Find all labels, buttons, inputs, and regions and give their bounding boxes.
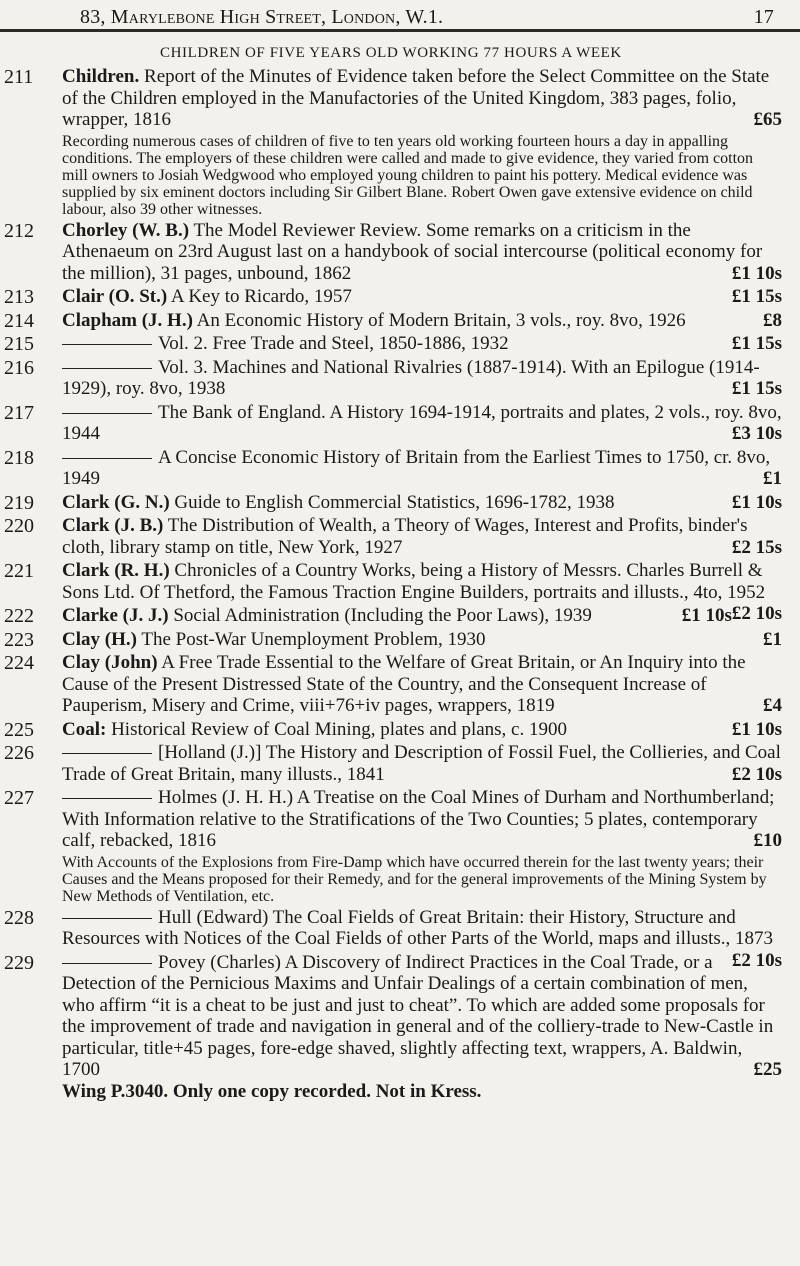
entry-text: A Free Trade Essential to the Welfare of Great Britain, or An Inquiry into the Cause of the Present Distressed State of the Country, and the Consequent Increase of Pauperism, Misery and Crime, viii+76+iv pages, wrappers, 1819: [62, 652, 746, 716]
entry-price: £1: [763, 468, 782, 489]
entry-body: [62, 742, 782, 785]
entry-body: [62, 605, 782, 627]
ditto-dash: [62, 798, 152, 799]
entry-price: £1 15s: [731, 378, 782, 399]
ditto-dash: [62, 413, 152, 414]
entry-text: Guide to English Commercial Statistics, 1696-1782, 1938: [174, 491, 615, 513]
entry-text: Hull (Edward) The Coal Fields of Great Britain: their History, Structure and Resources with Notices of the Coal Fields of other Parts of the World, maps and illusts., 1873: [62, 906, 774, 949]
entry-number: 212: [4, 219, 34, 242]
entry-body: [62, 652, 782, 717]
entry-body: [62, 333, 782, 355]
catalogue-entry: [0, 220, 800, 285]
entry-text: Chronicles of a Country Works, being a History of Messrs. Charles Burrell & Sons Ltd. Of Thetford, the Famous Traction Engine Builders, portraits and illusts., 4to, 1952: [62, 560, 766, 603]
entry-price: £1 10s: [731, 491, 782, 513]
entry-body: [62, 787, 782, 905]
entry-number: 225: [4, 718, 34, 741]
entry-author: Clay (H.): [62, 628, 137, 650]
catalogue-entry: [0, 605, 800, 627]
entry-note: Recording numerous cases of children of five to ten years old working fourteen hours a day in appalling conditions. The employers of these children were called and made to give evidence, they varied from cotton mill owners to Josiah Wedgwood who employed young children to paint his pottery. Medical evidence was supplied by six eminent doctors including Sir Gilbert Blane. Robert Owen gave extensive evidence on child labour, also 39 other witnesses.: [62, 132, 754, 218]
entry-text: Holmes (J. H. H.) A Treatise on the Coal Mines of Durham and Northumberland; With Information relative to the Stratifications of the Two Counties; 5 plates, contemporary calf, rebacked, 1816: [62, 787, 775, 851]
entry-price: £1 15s: [731, 286, 782, 307]
catalogue-entry: [0, 629, 800, 651]
entry-price: £1 10s: [681, 605, 732, 626]
header-title: 83, Marylebone High Street, London, W.1.: [80, 6, 444, 28]
entry-number: 221: [4, 560, 34, 582]
entry-body: [62, 906, 782, 971]
entry-number: 227: [4, 787, 34, 809]
entry-text: Historical Review of Coal Mining, plates and plans, c. 1900: [111, 718, 567, 740]
entry-number: 229: [4, 951, 34, 974]
entry-text: The Bank of England. A History 1694-1914, portraits and plates, 2 vols., roy. 8vo, 1944: [62, 401, 782, 444]
entry-number: 223: [4, 628, 34, 651]
entry-text: Social Administration (Including the Poor Laws), 1939: [173, 605, 592, 626]
catalogue-entry: [0, 447, 800, 490]
page-number: 17: [753, 6, 774, 28]
entry-number: 219: [4, 491, 34, 514]
entry-body: [62, 310, 782, 332]
catalogue-entry: [0, 333, 800, 355]
entry-body: [62, 357, 782, 400]
entry-price: £1 10s: [731, 262, 782, 284]
entry-author: Clark (R. H.): [62, 560, 170, 581]
catalogue-entry: [0, 310, 800, 332]
entry-price: £3 10s: [731, 423, 782, 444]
catalogue-entry: [0, 719, 800, 741]
catalogue-entry: [0, 66, 800, 218]
ditto-dash: [62, 918, 152, 919]
entry-body: [62, 220, 782, 285]
entry-author: Clapham (J. H.): [62, 309, 193, 331]
entry-price: £4: [763, 695, 782, 716]
ditto-dash: [62, 963, 152, 964]
entry-author: Clark (G. N.): [62, 491, 170, 513]
entry-text: The Model Reviewer Review. Some remarks on a criticism in the Athenaeum on 23rd August last on a handybook of social intercourse (political economy for the million), 31 pages, unbound, 1862: [62, 219, 763, 284]
entry-text: Report of the Minutes of Evidence taken before the Select Committee on the State of the Children employed in the Manufactories of the United Kingdom, 383 pages, folio, wrapper, 1816: [62, 66, 770, 130]
entry-number: 211: [4, 66, 34, 88]
entry-author: Clay (John): [62, 652, 158, 673]
entry-number: 222: [4, 605, 34, 627]
entry-text: The Distribution of Wealth, a Theory of Wages, Interest and Profits, binder's cloth, library stamp on title, New York, 1927: [62, 515, 748, 558]
entry-author: Chorley (W. B.): [62, 219, 190, 241]
entry-body: [62, 492, 782, 514]
catalogue-entry: [0, 357, 800, 400]
entry-price: £65: [753, 109, 782, 130]
catalogue-entry: [0, 787, 800, 905]
entry-number: 228: [4, 906, 34, 929]
entry-body: [62, 66, 782, 218]
entry-body: [62, 719, 782, 741]
entry-price: £1 15s: [731, 333, 782, 354]
entry-price: £10: [753, 830, 782, 851]
entry-text: Vol. 2. Free Trade and Steel, 1850-1886, 1932: [158, 333, 509, 354]
ditto-dash: [62, 368, 152, 369]
entry-price: £8: [763, 309, 782, 331]
entry-body: [62, 447, 782, 490]
entry-price: £2 10s: [731, 763, 782, 785]
ditto-dash: [62, 458, 152, 459]
entry-price: £2 15s: [731, 536, 782, 558]
entry-body: [62, 402, 782, 445]
catalogue-entry: [0, 286, 800, 308]
catalogue-entry: [0, 492, 800, 514]
entry-text: Povey (Charles) A Discovery of Indirect Practices in the Coal Trade, or a Detection of the Pernicious Maxims and Unfair Dealings of a certain combination of men, who affirm “it is a cheat to be just and just to cheat”. To which are added some proposals for the improvement of trade and navigation in general and of the colliery-trade to New-Castle in particular, title+45 pages, fore-edge shaved, slightly affecting text, wrappers, A. Baldwin, 1700: [62, 951, 774, 1080]
entry-number: 224: [4, 652, 34, 674]
entry-text: An Economic History of Modern Britain, 3 vols., roy. 8vo, 1926: [196, 309, 686, 331]
entry-number: 216: [4, 356, 34, 379]
entry-reference: Wing P.3040. Only one copy recorded. Not in Kress.: [62, 1080, 482, 1102]
ditto-dash: [62, 344, 152, 345]
entry-number: 226: [4, 742, 34, 764]
entry-number: 217: [4, 401, 34, 424]
catalogue-entries: [0, 66, 800, 1104]
entry-author: Children.: [62, 66, 140, 87]
entry-note: With Accounts of the Explosions from Fire-Damp which have occurred therein for the last twenty years; their Causes and the Means proposed for their Remedy, and for the general improvements of the Mining System by New Methods of Ventilation, etc.: [62, 853, 767, 905]
entry-price: £1 10s: [731, 718, 782, 740]
entry-author: Clark (J. B.): [62, 515, 164, 536]
entry-text: Vol. 3. Machines and National Rivalries (1887-1914). With an Epilogue (1914-1929), roy. 8vo, 1938: [62, 356, 760, 399]
catalogue-entry: [0, 652, 800, 717]
entry-author: Coal:: [62, 718, 107, 740]
ditto-dash: [62, 753, 152, 754]
entry-body: [62, 286, 782, 308]
entry-text: [Holland (J.)] The History and Description of Fossil Fuel, the Collieries, and Coal Trade of Great Britain, many illusts., 1841: [62, 742, 781, 785]
entry-price: £1: [763, 628, 782, 650]
entry-text: The Post-War Unemployment Problem, 1930: [141, 628, 486, 650]
header-rule: [0, 29, 800, 32]
entry-body: [62, 515, 782, 558]
entry-author: Clair (O. St.): [62, 286, 168, 307]
entry-number: 220: [4, 515, 34, 537]
entry-price: £2 10s: [731, 949, 782, 971]
catalogue-entry: [0, 742, 800, 785]
entry-number: 214: [4, 309, 34, 332]
page-header: [0, 3, 800, 31]
entry-body: [62, 949, 782, 1103]
entry-price: £2 10s: [731, 603, 782, 624]
entry-number: 213: [4, 286, 34, 308]
entry-body: [62, 629, 782, 651]
entry-price: £25: [753, 1059, 782, 1080]
catalogue-entry: [0, 949, 800, 1103]
entry-number: 218: [4, 446, 34, 469]
section-heading: CHILDREN OF FIVE YEARS OLD WORKING 77 HOURS A WEEK: [160, 45, 622, 61]
entry-number: 215: [4, 333, 34, 355]
entry-text: A Concise Economic History of Britain from the Earliest Times to 1750, cr. 8vo, 1949: [62, 446, 771, 489]
entry-text: A Key to Ricardo, 1957: [170, 286, 352, 307]
catalogue-entry: [0, 402, 800, 445]
entry-author: Clarke (J. J.): [62, 605, 169, 626]
catalogue-entry: [0, 515, 800, 558]
